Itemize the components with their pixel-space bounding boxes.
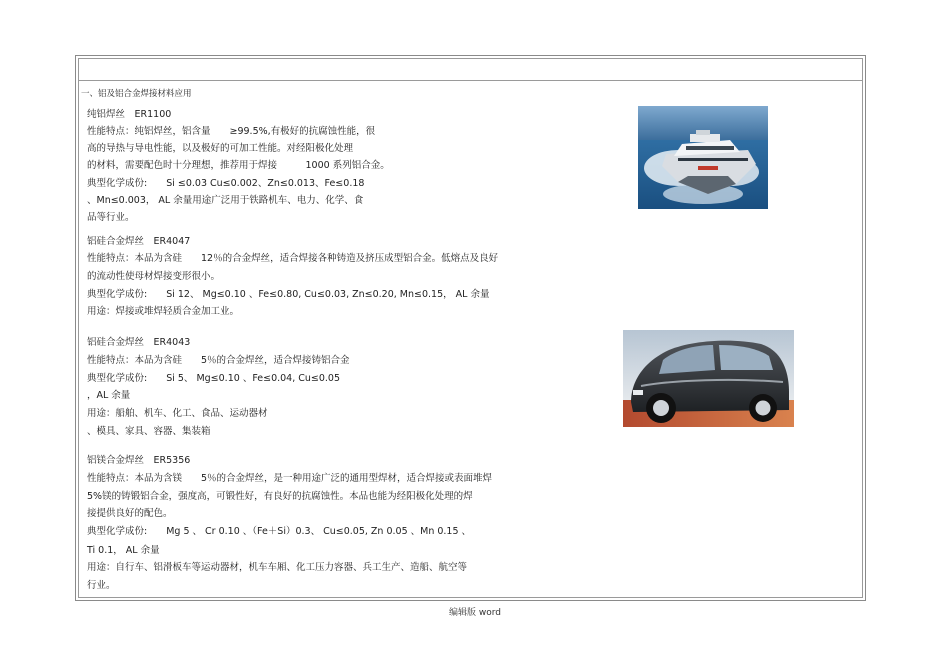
text-line: 性能特点：本品为含硅 5％的合金焊丝，适合焊接铸铝合金 [87, 355, 350, 366]
text-line: 用途：自行车、铝滑板车等运动器材，机车车厢、化工压力容器、兵工生产、造船、航空等 [87, 562, 468, 573]
section-title-er4047: 铝硅合金焊丝 ER4047 [87, 236, 191, 247]
footer-text: 编辑版 word [449, 608, 501, 618]
text-line: Ti 0.1， AL 余量 [87, 545, 160, 556]
text-line: 接提供良好的配色。 [87, 508, 173, 519]
text-line: 典型化学成份: Si 5、 Mg≤0.10 、Fe≤0.04, Cu≤0.05 [87, 373, 341, 384]
text-line: 的流动性使母材焊接变形很小。 [87, 271, 221, 282]
text-line: 、Mn≤0.003， AL 余量用途广泛用于铁路机车、电力、化学、食 [87, 195, 364, 206]
section-title-er5356: 铝镁合金焊丝 ER5356 [87, 455, 191, 466]
text-line: 用途：焊接或堆焊轻质合金加工业。 [87, 306, 240, 317]
text-line: 性能特点：纯铝焊丝，铝含量 ≥99.5%,有极好的抗腐蚀性能，很 [87, 126, 376, 137]
text-line: 典型化学成份: Si 12、 Mg≤0.10 、Fe≤0.80, Cu≤0.03, Zn≤0.20, Mn≤0.15， AL 余量 [87, 289, 490, 300]
car-photo [623, 330, 794, 427]
section-title-er4043: 铝硅合金焊丝 ER4043 [87, 337, 191, 348]
text-line: 、模具、家具、容器、集装箱 [87, 426, 211, 437]
text-line: 性能特点：本品为含镁 5％的合金焊丝，是一种用途广泛的通用型焊材，适合焊接或表面堆焊 [87, 473, 493, 484]
section-heading: 一、铝及铝合金焊接材料应用 [81, 89, 192, 99]
text-line: 高的导热与导电性能，以及极好的可加工性能。对经阳极化处理 [87, 143, 354, 154]
text-line: 的材料，需要配色时十分理想，推荐用于焊接 1000 系列铝合金。 [87, 160, 390, 171]
text-line: 品等行业。 [87, 212, 135, 223]
text-line: 典型化学成份: Si ≤0.03 Cu≤0.002、Zn≤0.013、Fe≤0.18 [87, 178, 365, 189]
text-line: 行业。 [87, 580, 116, 591]
text-line: 典型化学成份: Mg 5 、 Cr 0.10 、（Fe＋Si）0.3、 Cu≤0.05, Zn 0.05 、Mn 0.15 、 [87, 526, 472, 537]
text-line: 5%镁的铸锻铝合金，强度高，可锻性好，有良好的抗腐蚀性。本品也能为经阳极化处理的焊 [87, 491, 473, 502]
text-line: ，AL 余量 [87, 390, 131, 401]
header-divider [78, 80, 863, 81]
text-line: 性能特点：本品为含硅 12％的合金焊丝，适合焊接各种铸造及挤压成型铝合金。低熔点及良好 [87, 253, 499, 264]
boat-photo [638, 106, 768, 209]
text-line: 用途：船舶、机车、化工、食品、运动器材 [87, 408, 268, 419]
section-title-er1100: 纯铝焊丝 ER1100 [87, 109, 172, 120]
